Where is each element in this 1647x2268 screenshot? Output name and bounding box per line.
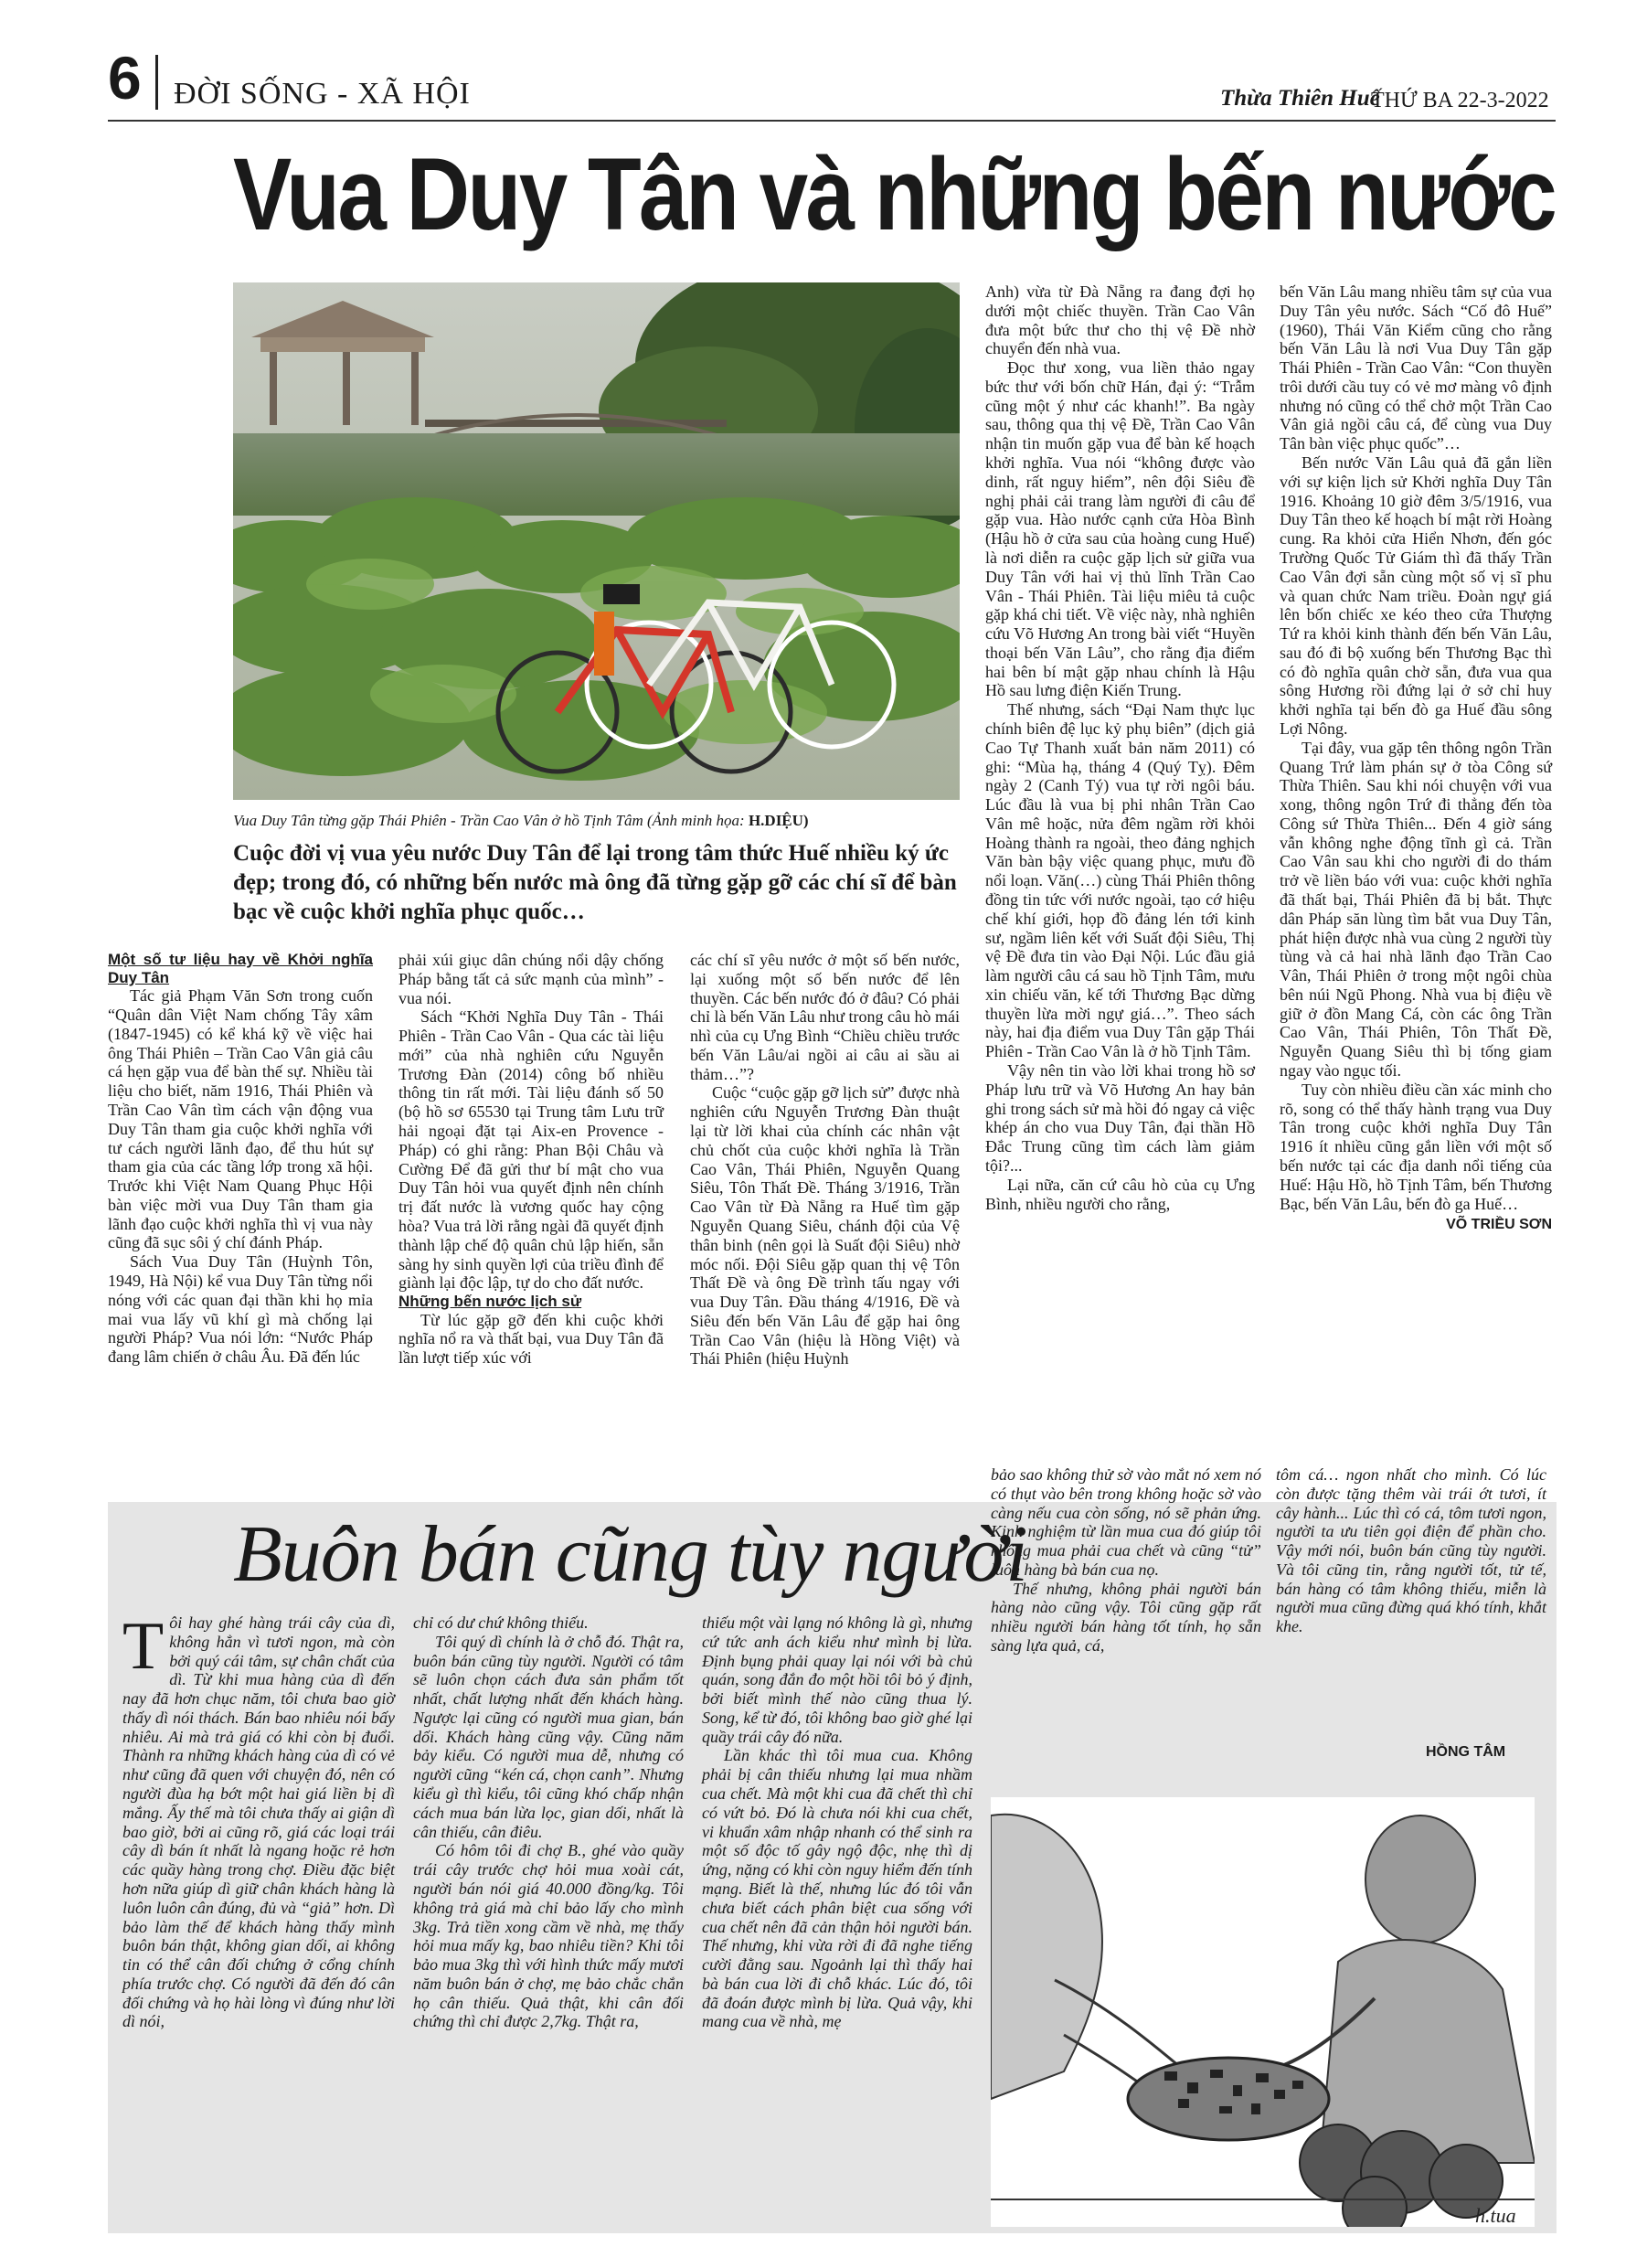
page-number: 6 — [108, 44, 142, 112]
paragraph — [122, 1609, 395, 2031]
paragraph: Thế nhưng, sách “Đại Nam thực lục chính biên đệ lục kỷ phụ biên” (dịch giả Cao Tự Thanh xuất bản năm 2011) có ghi: “Mùa hạ, tháng 4 (Quý Tỵ). Đêm ngày 2 (Canh Tý) vua tự rời ngôi báu. Lúc đầu là vua bị phi nhân Trần Cao Vân mê hoặc, nửa đêm ngầm rời khỏi Hoàng thành ra ngoài, theo đảng nghịch Văn bàn bậy việc quang phục, mưu đồ nổi loạn. Văn(…) cùng Thái Phiên thông đồng tin tức với nước ngoài, tạo cớ hiệu chế khí giới, họp đồ đảng lén tới kinh sư, ngầm liên kết với Suất đội Siêu, Thị vệ Đề đưa tin vào Đại Nội. Lúc đầu giả làm người câu cá sau hồ Tịnh Tâm, mưu xin chiếu văn, kế tới Thương Bạc dừng thuyền lừa mời ngự giá…”. Theo sách này, hai địa điểm vua Duy Tân gặp Thái Phiên - Trần Cao Vân là ở hồ Tịnh Tâm. — [985, 700, 1255, 1061]
article-byline: VÕ TRIỀU SƠN — [1446, 1217, 1552, 1233]
vendor-sketch-image — [991, 1797, 1535, 2227]
paragraph: Tác giả Phạm Văn Sơn trong cuốn “Quân dân Việt Nam chống Tây xâm (1847-1945) có kể khá kỹ về việc hai ông Thái Phiên – Trần Cao Vân giả câu cá hẹn gặp vua để bàn thế sự. Nhiều tài liệu cho biết, năm 1916, Thái Phiên và Trần Cao Vân tìm cách vận động vua Duy Tân tham gia cuộc khởi nghĩa với tư cách người lãnh đạo, để thu hút sự tham gia của các tầng lớp trong xã hội. Trước khi Việt Nam Quang Phục Hội bàn việc mời vua Duy Tân tham gia lãnh đạo cuộc khởi nghĩa thì vị vua này cũng đã sục sôi ý chí đánh Pháp. — [108, 986, 373, 1252]
box-column-3 — [702, 1613, 972, 2031]
box-column-4 — [991, 1465, 1261, 1656]
paragraph: Sách Vua Duy Tân (Huỳnh Tôn, 1949, Hà Nội) kể vua Duy Tân từng nổi nóng với các quan đại thần khi họ mỉa mai vua lấy vũ khí gì mà chống lại người Pháp? Vua nói lớn: “Nước Pháp đang lâm chiến ở châu Âu. Đã đến lúc — [108, 1252, 373, 1367]
column-box-byline: HỒNG TÂM — [1426, 1744, 1506, 1760]
paragraph: Đọc thư xong, vua liền thảo ngay bức thư với bốn chữ Hán, đại ý: “Trẫm cũng một ý như các khanh!”. Ba ngày sau, thông qua thị vệ Đề, Trần Cao Vân nhận tin muốn gặp vua để bàn kế hoạch khởi nghĩa. Vua nói “không được vào dinh, rất nguy hiểm”, nên đội Siêu đề nghị phải cải trang làm người đi câu để gặp vua. Hào nước cạnh cửa Hòa Bình (Hậu hồ ở cửa sau của hoàng cung Huế) là nơi diễn ra cuộc gặp lịch sử giữa vua Duy Tân với hai vị thủ lĩnh Trần Cao Vân - Thái Phiên. Tài liệu miêu tả cuộc gặp khá chi tiết. Về việc này, nhà nghiên cứu Võ Hương An trong bài viết “Huyền thoại bến Văn Lâu”, cho rằng địa điểm hai bên bí mật gặp nhau chính là Hậu Hồ sau lưng điện Kiến Trung. — [985, 358, 1255, 700]
drop-cap: T — [122, 1609, 165, 1684]
paragraph: các chí sĩ yêu nước ở một số bến nước, lại xuống một số bến nước để lên thuyền. Các bến nước đó ở đâu? Có phải chỉ là bến Văn Lâu như trong câu hò mái nhì của cụ Ưng Bình “Chiều chiều trước bến Văn Lâu/ai ngồi ai câu ai sầu ai thảm…”? — [690, 951, 960, 1083]
header-divider — [155, 55, 158, 110]
market-illustration — [991, 1797, 1535, 2227]
paragraph: bảo sao không thử sờ vào mắt nó xem nó có thụt vào bên trong không hoặc sờ vào càng nếu cua còn sống, nó sẽ phản ứng. Kinh nghiệm từ lần mua cua đó giúp tôi không mua phải cua chết và cũng “tử” luôn hàng bà bán cua nọ. — [991, 1465, 1261, 1579]
article-headline: Vua Duy Tân và những bến nước — [233, 137, 1556, 251]
paragraph: Tôi quý dì chính là ở chỗ đó. Thật ra, buôn bán cũng tùy người. Người có tâm sẽ luôn chọn cách đưa sản phẩm tốt nhất, chất lượng nhất đến khách hàng. Ngược lại cũng có người mua gian, bán dối. Khách hàng cũng vậy. Cũng năm bảy kiểu. Có người mua dễ, nhưng có người cũng “kén cá, chọn canh”. Nhưng kiểu gì thì kiểu, tôi cũng khó chấp nhận cách mua bán lừa lọc, gian dối, nhất là cân thiếu, cân điêu. — [413, 1632, 684, 1841]
paragraph: Từ lúc gặp gỡ đến khi cuộc khởi nghĩa nổ ra và thất bại, vua Duy Tân đã lần lượt tiếp xúc với — [398, 1310, 664, 1368]
caption-credit: H.DIỆU) — [748, 812, 809, 829]
box-column-5 — [1276, 1465, 1546, 1636]
paragraph: bến Văn Lâu mang nhiều tâm sự của vua Duy Tân yêu nước. Sách “Cố đô Huế” (1960), Thái Văn Kiểm cũng cho rằng bến Văn Lâu là nơi Vua Duy Tân gặp Thái Phiên - Trần Cao Vân: “Con thuyền trôi dưới cầu tuy có vẻ mơ màng vô định nhưng nó cũng có thể chở một Trần Cao Vân giả ngồi câu cá, để cùng vua Duy Tân bàn việc phục quốc”… — [1280, 282, 1552, 453]
header-rule — [108, 120, 1556, 122]
illustration-signature: h.tua — [1475, 2204, 1516, 2227]
paragraph-text: ôi hay ghé hàng trái cây của dì, không hẳn vì tươi ngon, mà còn bởi quý cái tâm, sự chân chất của dì. Từ khi mua hàng của dì đến nay đã hơn chục năm, tôi chưa bao giờ thấy dì nói thách. Bán bao nhiêu nói bấy nhiêu. Ai mà trả giá có khi còn bị đuổi. Thành ra những khách hàng của dì có vẻ như cũng đã quen với chuyện đó, nên có người đùa hạ bớt một hai giá liền bị dì mắng. Ấy thế mà tôi chưa thấy ai giận dì bao giờ, bởi ai cũng rõ, giá các loại trái cây dì bán ít nhất là ngang hoặc rẻ hơn các quầy hàng trong chợ. Điều đặc biệt hơn nữa giúp dì giữ chân khách hàng là luôn luôn cân đúng, đủ và “giả” hơn. Dì bảo làm thế để khách hàng thấy mình buôn bán thật, không gian dối, ai không tin có thể cân đối chứng ở cổng chính phía trước chợ. Có người đã đến đó cân đối chứng và họ hài lòng vì đúng như lời dì nói, — [122, 1613, 395, 2031]
paragraph: tôm cá… ngon nhất cho mình. Có lúc còn được tặng thêm vài trái ớt tươi, ít cây hành... Lúc thì có cá, tôm tươi ngon, người ta ưu tiên gọi điện để phần cho. Vậy mới nói, buôn bán cũng tùy người. Và tôi cũng tin, rằng người tốt, tử tế, bán hàng có tâm không thiếu, miễn là người mua cũng đừng quá khó tính, khắt khe. — [1276, 1465, 1546, 1636]
article-column-3 — [690, 951, 960, 1368]
subhead-ben-nuoc: Những bến nước lịch sử — [398, 1293, 582, 1311]
column-box-title: Buôn bán cũng tùy người — [233, 1510, 1027, 1599]
box-column-1 — [122, 1609, 395, 2031]
paragraph: Tuy còn nhiều điều cần xác minh cho rõ, song có thể thấy hành trạng vua Duy Tân trong cuộc khởi nghĩa Duy Tân 1916 ít nhiều cũng gắn liền với một số bến nước tại các địa danh nổi tiếng của Huế: Hậu Hồ, hồ Tịnh Tâm, bến Thương Bạc, bến Văn Lâu, bến đò ga Huế… — [1280, 1080, 1552, 1213]
article-column-4 — [985, 282, 1255, 1213]
masthead-logo: Thừa Thiên Huế — [1220, 86, 1380, 111]
caption-text: Vua Duy Tân từng gặp Thái Phiên - Trần Cao Vân ở hồ Tịnh Tâm (Ảnh minh họa: — [233, 812, 749, 829]
paragraph: Anh) vừa từ Đà Nẵng ra đang đợi họ dưới một chiếc thuyền. Trần Cao Vân đưa một bức thư cho thị vệ Đề nhờ chuyển đến nhà vua. — [985, 282, 1255, 358]
article-column-2 — [398, 951, 664, 1368]
paragraph: Tại đây, vua gặp tên thông ngôn Trần Quang Trứ làm phán sự ở tòa Công sứ Thừa Thiên. Sau khi nói chuyện với vua xong, thông ngôn Trứ đi thẳng đến tòa Công sứ Thừa Thiên... Đến 4 giờ sáng vẫn không nghe động tĩnh gì cả. Trần Cao Vân sau khi cho người đi do thám trở về liền báo với vua: cuộc khởi nghĩa đã thất bại, Thái Phiên đã bị bắt. Thực dân Pháp săn lùng tìm bắt vua Duy Tân, phát hiện được nhà vua cùng 2 người tùy tùng và cả hai nhà lãnh đạo Trần Cao Vân, Thái Phiên ở trong một ngôi chùa bên núi Ngũ Phong. Nhà vua bị điệu về giữ ở đồn Mang Cá, còn các ông Trần Cao Vân, Thái Phiên, Tôn Thất Đề, Nguyễn Quang Siêu thì bị tống giam ngay vào ngục tối. — [1280, 738, 1552, 1081]
subhead-tu-lieu: Một số tư liệu hay về Khởi nghĩa Duy Tân — [108, 951, 373, 986]
photo-caption — [233, 812, 809, 830]
paragraph: Bến nước Văn Lâu quả đã gắn liền với sự kiện lịch sử Khởi nghĩa Duy Tân 1916. Khoảng 10 giờ đêm 3/5/1916, vua Duy Tân theo kế hoạch bí mật rời Hoàng cung. Ra khỏi cửa Hiển Nhơn, đến góc Trường Quốc Tử Giám thì đã thấy Trần Cao Vân đợi sẵn cùng một số vị sĩ phu và quan chức Nam triều. Đoàn ngự giá lên bốn chiếc xe kéo theo cửa Thượng Tứ ra khỏi kinh thành đến bến Văn Lâu, sau đó đi bộ xuống bến Thương Bạc thì có đò nghĩa quân chờ sẵn, đưa vua qua sông Hương rồi đứng lại ở sở chỉ huy khởi nghĩa tại bến đò ga Huế đầu sông Lợi Nông. — [1280, 453, 1552, 738]
paragraph: Có hôm tôi đi chợ B., ghé vào quầy trái cây trước chợ hỏi mua xoài cát, người bán nói giá 40.000 đồng/kg. Tôi không trả giá mà chỉ bảo lấy cho mình 3kg. Trả tiền xong cầm về nhà, mẹ thấy hỏi mua mấy kg, bao nhiêu tiền? Khi tôi bảo mua 3kg thì với hình thức mấy mươi năm buôn bán ở chợ, mẹ bảo chắc chắn họ cân thiếu. Quả thật, khi cân đối chứng thì chỉ được 2,7kg. Thật ra, — [413, 1841, 684, 2031]
article-column-5 — [1280, 282, 1552, 1234]
paragraph: Sách “Khởi Nghĩa Duy Tân - Thái Phiên - Trần Cao Vân - Qua các tài liệu mới” của nhà nghiên cứu Nguyễn Trương Đàn (2014) công bố nhiều thông tin rất mới. Tài liệu đánh số 50 (bộ hồ sơ 65530 tại Trung tâm Lưu trữ hải ngoại đặt tại Aix-en Provence - Pháp) có ghi rằng: Phan Bội Châu và Cường Để đã gửi thư bí mật cho vua Duy Tân hỏi vua quyết định nên chính trị đất nước là vương quốc hay cộng hòa? Vua trả lời rằng ngài đã quyết định thành lập chế độ quân chủ lập hiến, sẵn sàng hy sinh quyền lợi của triều đình để giành lại độc lập, tự do cho đất nước. — [398, 1007, 664, 1293]
paragraph: Vậy nên tin vào lời khai trong hồ sơ Pháp lưu trữ và Võ Hương An hay bản ghi trong sách sử mà hồi đó ngay cả việc khép án cho vua Duy Tân, đại thần Hồ Đắc Trung cũng tìm cách làm giảm tội?... — [985, 1061, 1255, 1175]
paragraph: phải xúi giục dân chúng nổi dậy chống Pháp bằng tất cả sức mạnh của mình” - vua nói. — [398, 951, 664, 1007]
paragraph: Lần khác thì tôi mua cua. Không phải bị cân thiếu nhưng lại mua nhầm cua chết. Mà một khi cua đã chết thì chỉ có vứt bỏ. Đó là chưa nói khi cua chết, vi khuẩn xâm nhập nhanh có thể sinh ra một số độc tố gây ngộ độc, nhẹ thì dị ứng, nặng có khi còn nguy hiểm đến tính mạng. Biết là thế, nhưng lúc đó tôi vẫn chưa biết cách phân biệt cua sống với cua chết nên đã cản thận hỏi người bán. Thế nhưng, khi vừa rời đi đã nghe tiếng cười đằng sau. Ngoảnh lại thì thấy hai bà bán cua lời đi chỗ khác. Lúc đó, tôi đã đoán được mình bị lừa. Quả vậy, khi mang cua về nhà, mẹ — [702, 1746, 972, 2031]
paragraph: chỉ có dư chứ không thiếu. — [413, 1613, 589, 1632]
article-column-1 — [108, 951, 373, 1367]
lotus-pond-bicycles-image — [233, 282, 960, 800]
publication-date: THỨ BA 22-3-2022 — [1371, 89, 1549, 112]
article-lead: Cuộc đời vị vua yêu nước Duy Tân để lại trong tâm thức Huế nhiều ký ức đẹp; trong đó, có những bến nước mà ông đã từng gặp gỡ các chí sĩ để bàn bạc về cuộc khởi nghĩa phục quốc… — [233, 841, 957, 924]
paragraph: Thế nhưng, không phải người bán hàng nào cũng vậy. Tôi cũng gặp rất nhiều người bán hàng tốt tính, họ sẵn sàng lựa quả, cá, — [991, 1579, 1261, 1656]
section-title: ĐỜI SỐNG - XÃ HỘI — [174, 77, 471, 111]
paragraph: thiếu một vài lạng nó không là gì, nhưng cứ tức anh ách kiểu như mình bị lừa. Định bụng phải quay lại nói với bà chủ quán, song đắn đo một hồi tôi bỏ ý định, bởi biết mình thế nào cũng thua lý. Song, kể từ đó, tôi không bao giờ ghé lại quầy trái cây đó nữa. — [702, 1613, 972, 1746]
article-photo — [233, 282, 960, 800]
paragraph: Cuộc “cuộc gặp gỡ lịch sử” được nhà nghiên cứu Nguyễn Trương Đàn thuật lại từ lời khai của chính các nhân vật chủ chốt của cuộc khởi nghĩa là Trần Cao Vân, Thái Phiên, Nguyễn Quang Siêu, Tôn Thất Đề. Tháng 3/1916, Trần Cao Vân từ Đà Nẵng ra Huế tìm gặp Nguyễn Quang Siêu, chánh đội của Vệ thân binh (nên gọi là Suất đội Siêu) nhờ móc nối. Đội Siêu gặp quan thị vệ Tôn Thất Đề và ông Đề trình tấu ngay với vua Duy Tân. Đầu tháng 4/1916, Đề và Siêu đến bến Văn Lâu để gặp hai ông Trần Cao Vân (hiệu là Hồng Việt) và Thái Phiên (hiệu Huỳnh — [690, 1083, 960, 1368]
box-column-2 — [413, 1613, 684, 2031]
paragraph: Lại nữa, căn cứ câu hò của cụ Ưng Bình, nhiều người cho rằng, — [985, 1175, 1255, 1213]
